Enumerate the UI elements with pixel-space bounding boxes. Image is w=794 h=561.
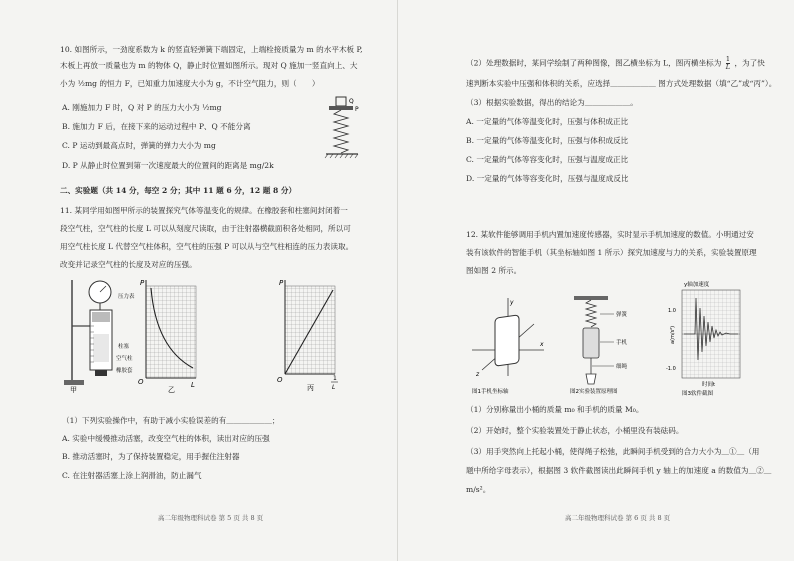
right-page <box>397 0 794 561</box>
q10-stem-line1: 10. 如图所示，一劲度系数为 k 的竖直轻弹簧下端固定，上端栓接质量为 m 的水平木板 P, <box>60 45 363 54</box>
q11-sub3-option-c: C. 一定量的气体等容变化时，压强与温度成正比 <box>466 155 629 164</box>
figure2-apparatus <box>570 294 648 398</box>
figure-bing-graph <box>275 276 341 394</box>
q11-sub2-text: （2）处理数据时，某同学绘制了两种图像，图乙横坐标为 L，图丙横坐标为 <box>466 58 722 68</box>
q11-option-b: B. 推动活塞时，为了保持装置稳定，用手握住注射器 <box>62 452 240 461</box>
tick-1: 1.0 <box>668 308 676 314</box>
q11-sub3-option-d: D. 一定量的气体等容变化时，压强与温度成反比 <box>466 174 629 183</box>
q11-sub3-option-a: A. 一定量的气体等温变化时，压强与体积成正比 <box>466 117 629 126</box>
q10-stem-line2: 木板上再放一质量也为 m 的物体 Q，静止时位置如图所示。现对 Q 施加一竖直向上、大 <box>60 61 358 70</box>
left-footer: 高二年级物理科试卷 第 5 页 共 8 页 <box>158 514 264 522</box>
label-spring: 弹簧 <box>616 312 628 318</box>
q12-stem-line1: 12. 某软件能够调用手机内置加速度传感器，实时显示手机加速度的数值。小明通过安 <box>466 230 754 239</box>
q12-stem-line3: 图如图 2 所示。 <box>466 266 522 275</box>
q12-sub3-line1: （3）用手突然向上托起小桶，使得绳子松弛，此瞬间手机受到的合力大小为＿①＿（用 <box>466 447 760 456</box>
q11-option-a: A. 实验中缓慢推动活塞，改变空气柱的体积，读出对应的压强 <box>62 434 270 443</box>
axis-l-yi: L <box>191 381 195 389</box>
label-plunger: 柱塞 <box>118 344 130 350</box>
figure3-software-chart <box>666 278 746 398</box>
label-p: P <box>355 106 359 113</box>
label-yi: 乙 <box>168 386 175 394</box>
label-z: z <box>476 371 480 378</box>
label-air: 空气柱 <box>116 356 133 362</box>
q10-option-c: C. P 运动到最高点时，弹簧的弹力大小为 mg <box>62 141 216 150</box>
label-y: y <box>510 299 514 306</box>
label-jia: 甲 <box>70 386 77 394</box>
caption-fig1: 图1手机坐标轴 <box>472 389 509 395</box>
q10-option-a: A. 刚施加力 F 时，Q 对 P 的压力大小为 ½mg <box>62 103 222 112</box>
chart-title: y轴加速度 <box>684 282 710 288</box>
q11-sub2-line1: （2）处理数据时，某同学绘制了两种图像，图乙横坐标为 L，图丙横坐标为 $\frac{1}{L}$ ，为了快 <box>466 55 765 71</box>
label-x: x <box>540 341 544 348</box>
q10-option-b: B. 施加力 F 后，在接下来的运动过程中 P、Q 不能分离 <box>62 122 251 131</box>
grid-yi <box>146 286 196 378</box>
label-rope: 细绳 <box>616 364 628 370</box>
spring <box>586 300 596 327</box>
plunger <box>92 312 110 322</box>
q12-sub3-line3: m/s²。 <box>466 485 491 494</box>
figure1-phone-axes <box>468 294 548 398</box>
axis-p-yi: P <box>140 279 145 287</box>
spring <box>334 110 348 153</box>
q11-stem-line3: 用空气柱长度 L 代替空气柱体积，空气柱的压强 P 可以从与空气柱相连的压力表读取。 <box>60 242 354 251</box>
q12-sub3-line2: 题中所给字母表示），根据图 3 软件截图读出此瞬间手机 y 轴上的加速度 a 的数值为＿②＿ <box>466 466 772 475</box>
y-axis-label: a(m/s²) <box>670 325 676 344</box>
q11-option-c: C. 在注射器活塞上涂上润滑油，防止漏气 <box>62 471 202 480</box>
q11-stem-line4: 改变并记录空气柱的长度及对应的压强。 <box>60 260 197 269</box>
ceiling <box>574 296 608 300</box>
q12-sub2: （2）开始时，整个实验装置处于静止状态，小桶里没有装砝码。 <box>466 426 684 435</box>
caption-fig2: 图2实验装置原理图 <box>570 389 618 395</box>
origin-bing: O <box>277 376 283 384</box>
q10-spring-figure <box>322 93 362 165</box>
air-column <box>93 334 109 362</box>
bucket <box>586 374 596 384</box>
phone <box>495 315 519 366</box>
phone-hanging <box>583 328 599 358</box>
q10-stem-line3: 小为 ½mg 的恒力 F，已知重力加速度大小为 g，不计空气阻力，则（ ） <box>60 79 320 88</box>
tick-minus1: -1.0 <box>666 366 676 372</box>
rubber-sleeve <box>95 370 107 376</box>
q11-sub2-line2: 速判断本实验中压强和体积的关系，应选择＿＿＿＿＿＿ 图方式处理数据（填“乙”或“丙”）。 <box>466 79 777 88</box>
axis-p-bing: P <box>279 279 284 287</box>
q11-stem-line1: 11. 某同学用如图甲所示的装置探究气体等温变化的规律。在橡胶套和柱塞间封闭着一 <box>60 206 348 215</box>
label-phone: 手机 <box>616 340 628 346</box>
q11-sub3-option-b: B. 一定量的气体等温变化时，压强与体积成反比 <box>466 136 629 145</box>
label-gauge: 压力表 <box>118 294 135 300</box>
section-title: 二、实验题（共 14 分，每空 2 分；其中 11 题 6 分，12 题 8 分） <box>60 186 297 195</box>
frac-1-over-l: $\frac{1}{L}$ <box>725 55 731 71</box>
figure-yi-graph <box>138 276 200 394</box>
label-bing: 丙 <box>307 384 314 392</box>
q12-sub1: （1）分别称量出小桶的质量 m₀ 和手机的质量 M₀。 <box>466 405 644 414</box>
origin-yi: O <box>138 378 144 386</box>
x-axis-label: 时间t <box>702 382 716 388</box>
block-q <box>336 97 346 106</box>
q12-stem-line2: 装有该软件的智能手机（其坐标轴如图 1 所示）探究加速度与力的关系，实验装置原理 <box>466 248 757 257</box>
axis-inv-den: L <box>332 384 336 391</box>
label-rubber: 橡胶套 <box>116 368 133 374</box>
q11-sub3: （3）根据实验数据，得出的结论为＿＿＿＿＿＿。 <box>466 98 638 107</box>
board-p <box>329 106 353 110</box>
figure-jia-apparatus <box>62 276 144 394</box>
right-footer: 高二年级物理科试卷 第 6 页 共 8 页 <box>565 514 671 522</box>
q11-sub1: （1）下列实验操作中，有助于减小实验误差的有＿＿＿＿＿＿； <box>62 416 280 425</box>
q11-stem-line2: 段空气柱，空气柱的长度 L 可以从刻度尺读取，由于注射器横截面积各处相同，所以可 <box>60 224 351 233</box>
axis-inv-num: 1 <box>333 375 337 382</box>
label-q: Q <box>349 98 354 105</box>
stand-base <box>64 380 84 385</box>
caption-fig3: 图3软件截图 <box>682 391 713 397</box>
q10-option-d: D. P 从静止时位置到第一次速度最大的位置间的距离是 mg/2k <box>62 161 274 170</box>
